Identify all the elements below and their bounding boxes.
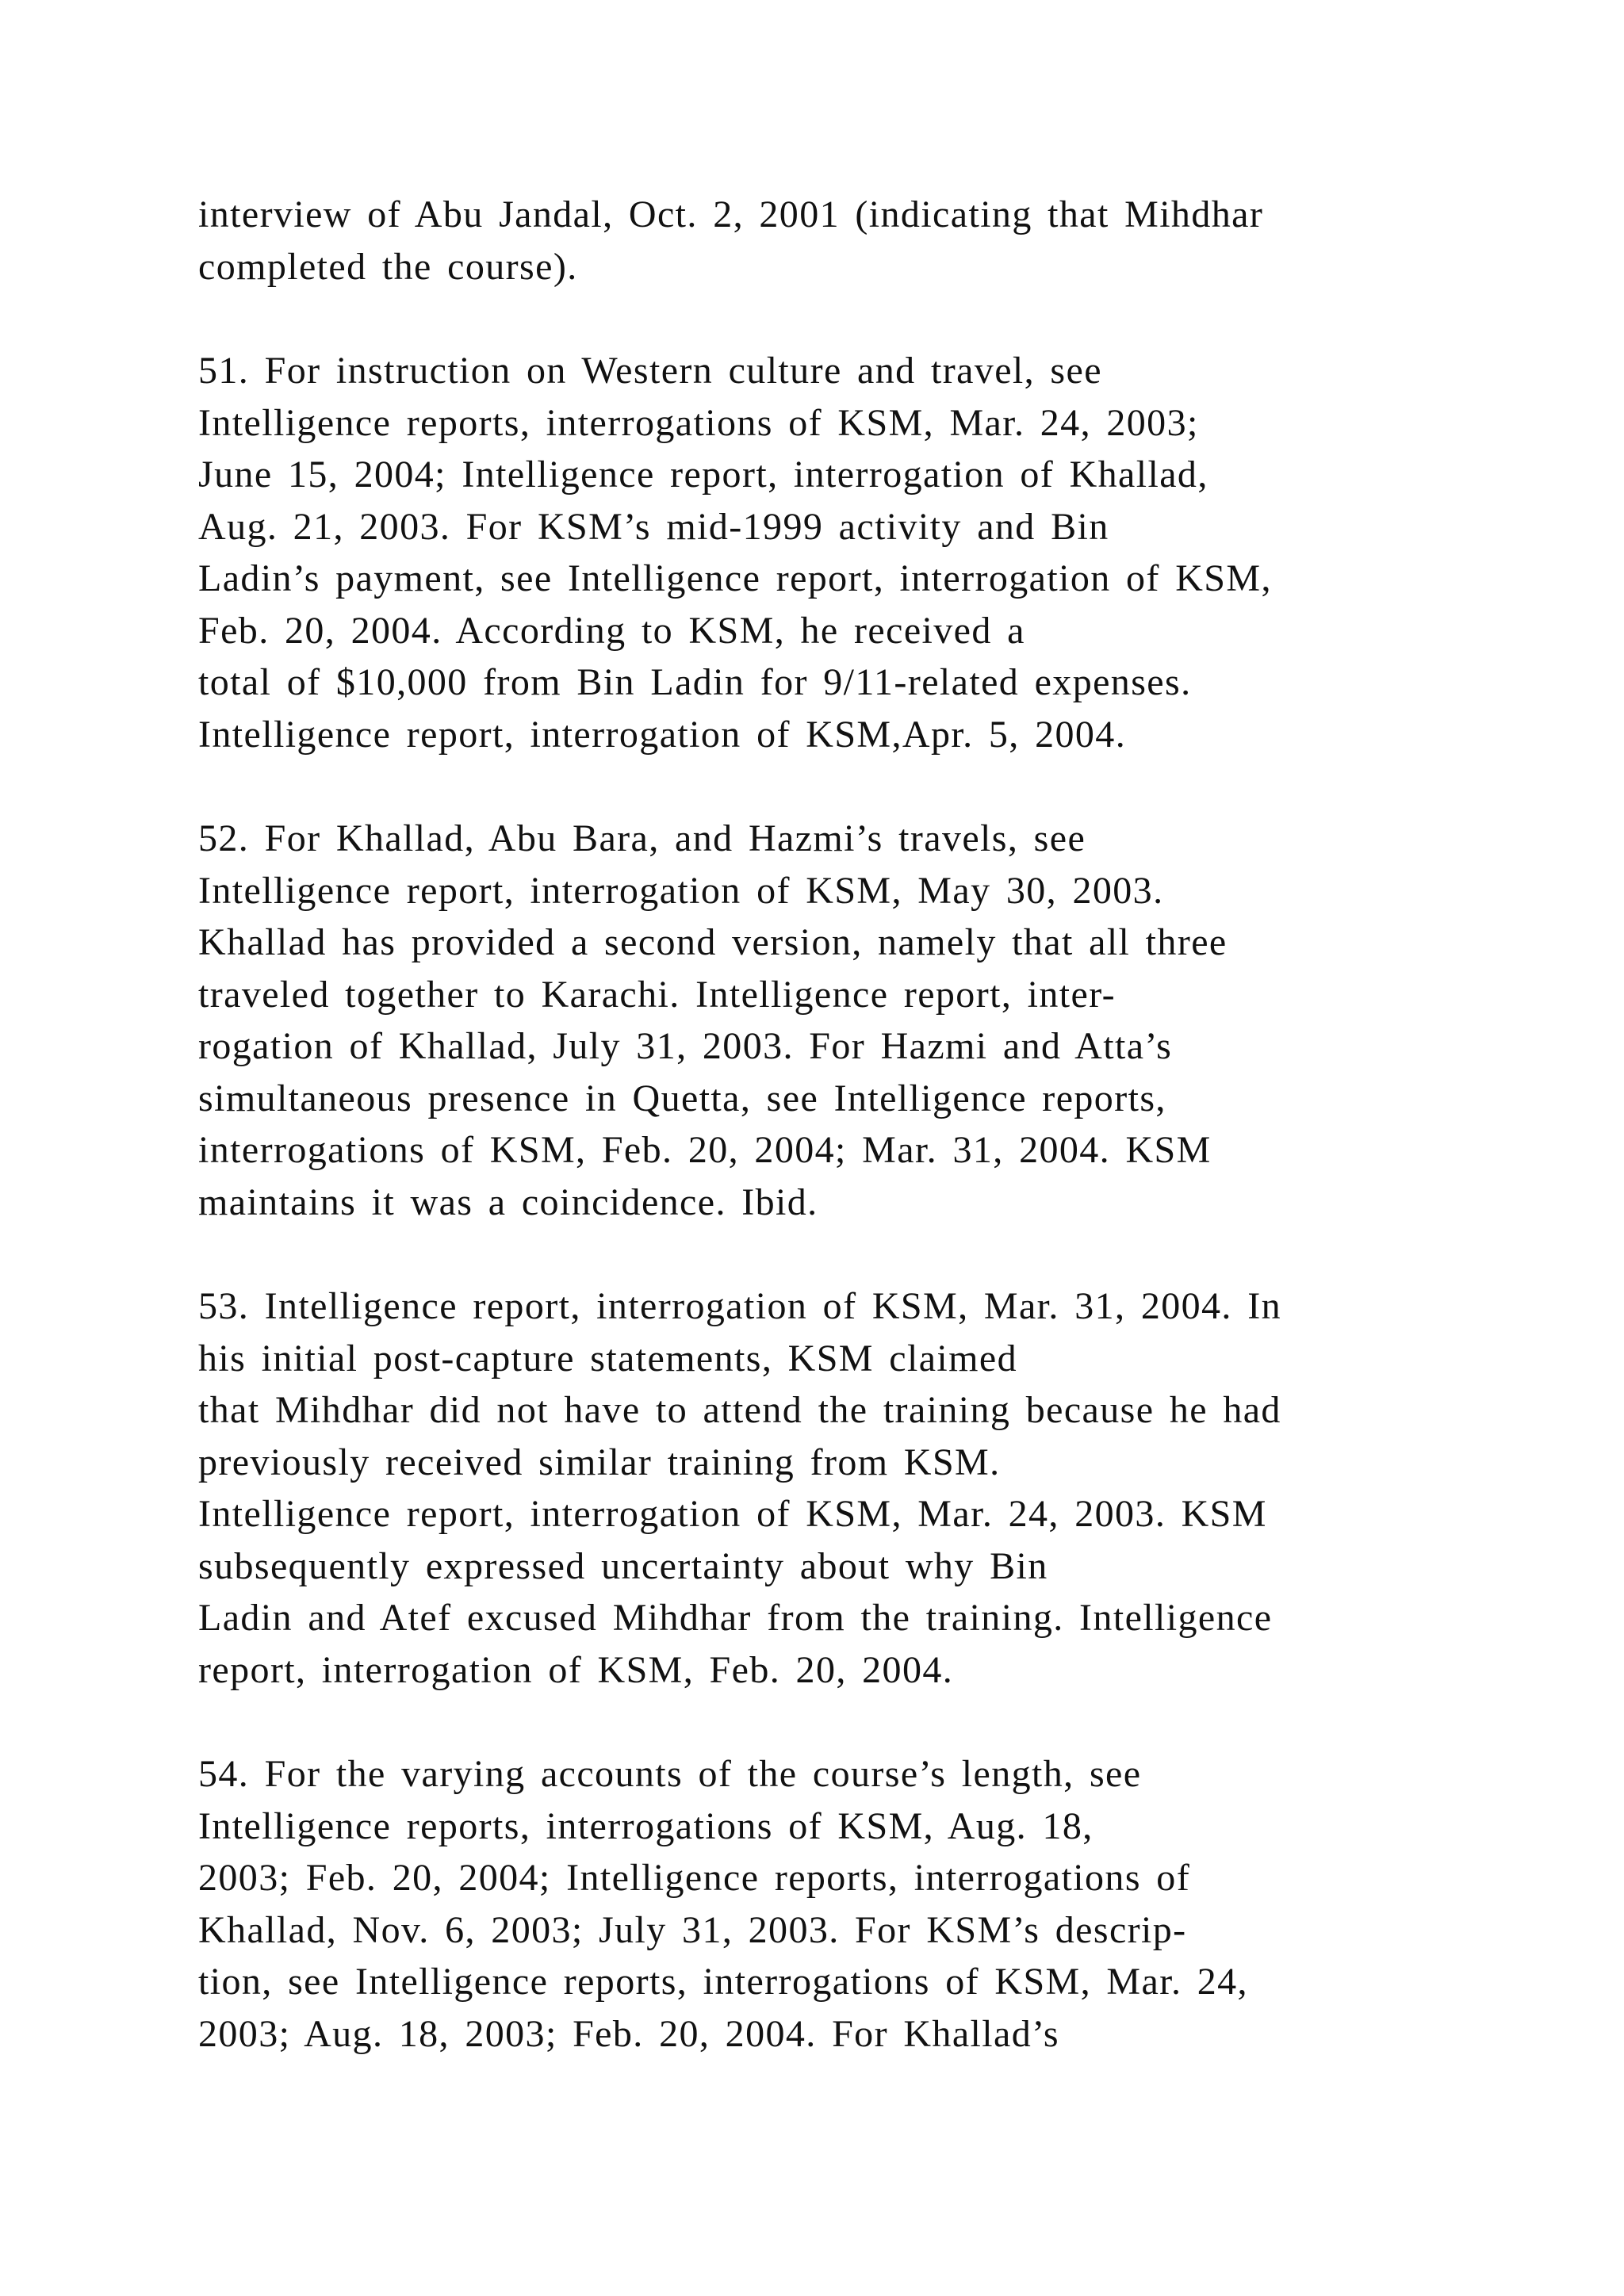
text-line: maintains it was a coincidence. Ibid. (198, 1181, 818, 1223)
text-line: 2003; Aug. 18, 2003; Feb. 20, 2004. For Khallad’s (198, 2012, 1059, 2055)
document-page (198, 189, 1546, 2112)
footnote-52 (198, 813, 1546, 1228)
text-line: Khallad has provided a second version, namely that all three (198, 921, 1228, 963)
text-line: Ladin’s payment, see Intelligence report, interrogation of KSM, (198, 557, 1272, 599)
text-line: that Mihdhar did not have to attend the training because he had (198, 1389, 1281, 1431)
text-line: 54. For the varying accounts of the course’s length, see (198, 1753, 1142, 1795)
text-line: previously received similar training from KSM. (198, 1441, 1001, 1483)
text-line: Intelligence report, interrogation of KSM,Apr. 5, 2004. (198, 713, 1127, 756)
text-line: Aug. 21, 2003. For KSM’s mid-1999 activity and Bin (198, 505, 1109, 548)
footnote-51 (198, 345, 1546, 760)
text-line: 51. For instruction on Western culture and travel, see (198, 350, 1102, 392)
text-line: Feb. 20, 2004. According to KSM, he received a (198, 609, 1025, 652)
text-line: Intelligence report, interrogation of KSM, Mar. 24, 2003. KSM (198, 1493, 1267, 1535)
text-line: tion, see Intelligence reports, interrogations of KSM, Mar. 24, (198, 1961, 1248, 2003)
text-line: rogation of Khallad, July 31, 2003. For Hazmi and Atta’s (198, 1025, 1173, 1067)
text-line: interview of Abu Jandal, Oct. 2, 2001 (indicating that Mihdhar (198, 193, 1264, 235)
text-line: simultaneous presence in Quetta, see Intelligence reports, (198, 1077, 1166, 1119)
text-line: Intelligence reports, interrogations of KSM, Mar. 24, 2003; (198, 401, 1199, 444)
text-line: subsequently expressed uncertainty about why Bin (198, 1544, 1048, 1587)
text-line: his initial post-capture statements, KSM claimed (198, 1337, 1018, 1380)
text-line: 2003; Feb. 20, 2004; Intelligence reports, interrogations of (198, 1857, 1191, 1899)
footnote-54 (198, 1748, 1546, 2060)
text-line: completed the course). (198, 245, 578, 288)
text-line: Khallad, Nov. 6, 2003; July 31, 2003. For KSM’s descrip- (198, 1908, 1187, 1951)
text-line: interrogations of KSM, Feb. 20, 2004; Mar. 31, 2004. KSM (198, 1129, 1212, 1171)
text-line: June 15, 2004; Intelligence report, interrogation of Khallad, (198, 453, 1208, 496)
text-line: 52. For Khallad, Abu Bara, and Hazmi’s travels, see (198, 817, 1086, 859)
text-line: Ladin and Atef excused Mihdhar from the training. Intelligence (198, 1597, 1273, 1639)
text-line: Intelligence reports, interrogations of KSM, Aug. 18, (198, 1804, 1094, 1847)
text-line: total of $10,000 from Bin Ladin for 9/11-related expenses. (198, 661, 1192, 703)
footnote-53 (198, 1280, 1546, 1696)
text-line: report, interrogation of KSM, Feb. 20, 2004. (198, 1648, 954, 1691)
text-line: 53. Intelligence report, interrogation of KSM, Mar. 31, 2004. In (198, 1285, 1282, 1327)
text-line: traveled together to Karachi. Intelligence report, inter- (198, 973, 1116, 1016)
text-line: Intelligence report, interrogation of KSM, May 30, 2003. (198, 869, 1164, 912)
paragraph-continuation (198, 189, 1546, 293)
